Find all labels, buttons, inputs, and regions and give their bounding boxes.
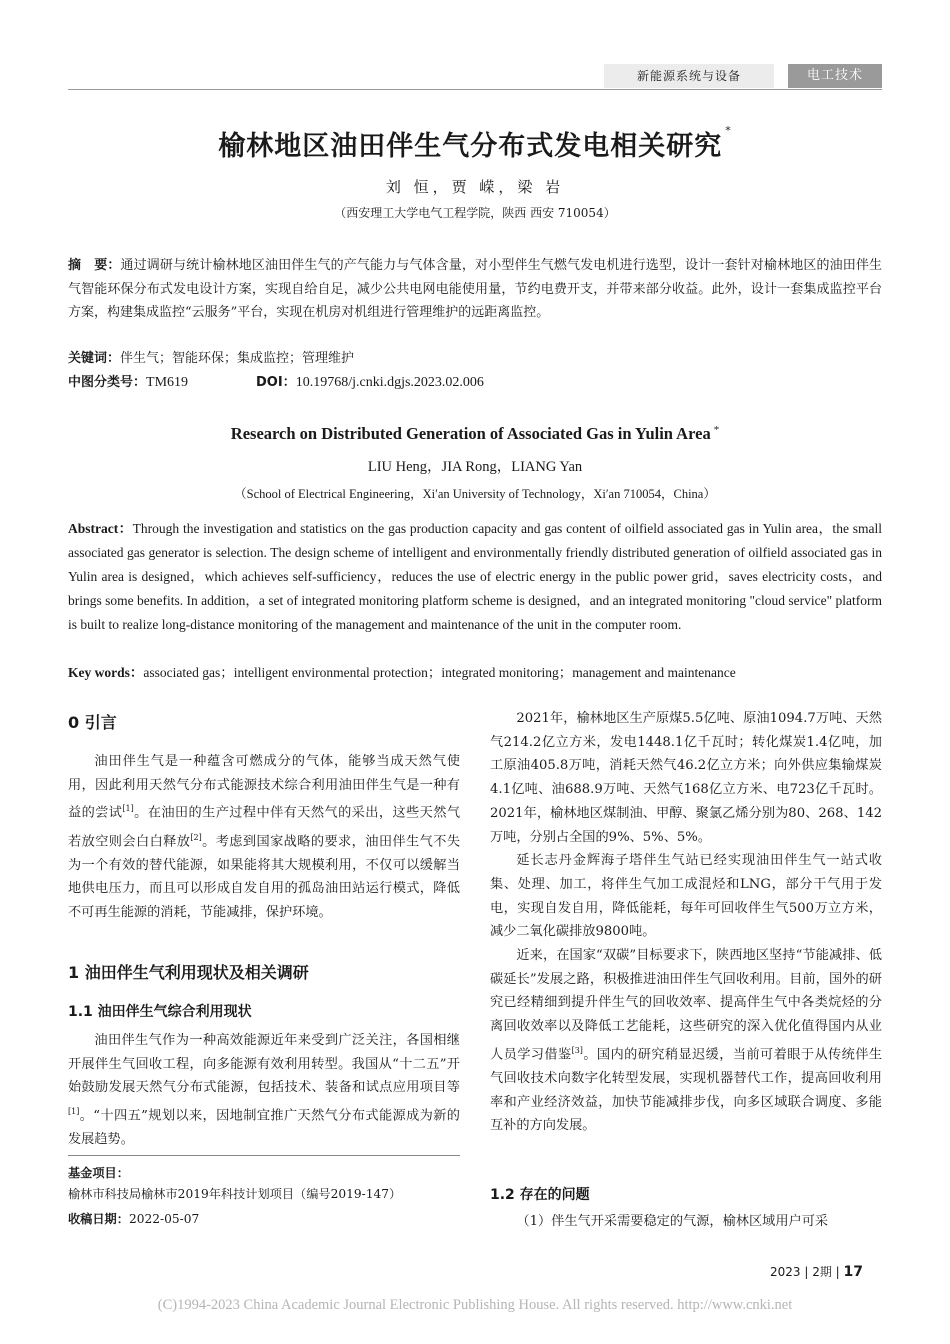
abstract-en-label: Abstract： — [68, 521, 133, 536]
keywords-cn-text: 伴生气；智能环保；集成监控；管理维护 — [120, 351, 355, 366]
english-authors: LIU Heng，JIA Rong，LIANG Yan — [367, 459, 583, 475]
funding-text: 榆林市科技局榆林市2019年科技计划项目（编号2019-147） — [68, 1187, 402, 1201]
funding-label: 基金项目： — [68, 1166, 129, 1180]
abstract-cn-label: 摘 要： — [68, 258, 121, 273]
section-1-1-body — [68, 1029, 460, 1152]
intro-paragraph — [68, 750, 460, 925]
authors: 刘 恒，贾 嵘，梁 岩 — [385, 178, 565, 196]
intro-section — [68, 750, 460, 925]
citation-ref[interactable]: [2] — [190, 832, 202, 842]
page-title — [0, 124, 950, 163]
citation-ref[interactable]: [1] — [122, 804, 134, 814]
journal-badge: 电工技术 — [788, 64, 882, 88]
section-1-1-heading: 1.1 油田伴生气综合利用现状 — [68, 1004, 252, 1020]
classification-label: 中图分类号： — [68, 375, 147, 390]
funding-note — [68, 1163, 460, 1205]
intro-text-a: 油田伴生气是一种蕴含可燃成分的气体，能够当成天然气使用，因此利用天然气分布式能源技术综合利用油田伴生气是一种有益的尝试 — [68, 754, 460, 821]
abstract-cn-text: 通过调研与统计榆林地区油田伴生气的产气能力与气体含量，对小型伴生气燃气发电机进行选型，设计一套针对榆林地区的油田伴生气智能环保分布式发电设计方案，实现自给自足，减少公共电网电能使用量，节约电费开支，并带来部分收益。此外，设计一套集成监控平台方案，构建集成监控“云服务”平台，实现在机房对机组进行管理维护的远距离监控。 — [68, 258, 882, 320]
right-column — [490, 707, 882, 1138]
received-date — [68, 1209, 460, 1230]
section-0-heading: 0 引言 — [68, 713, 117, 732]
received-label: 收稿日期： — [68, 1212, 129, 1226]
english-title-text: Research on Distributed Generation of Associated Gas in Yulin Area — [230, 424, 711, 443]
english-affiliation: （School of Electrical Engineering，Xi′an University of Technology，Xi′an 710054，China） — [234, 487, 716, 501]
recent-text-b: 。国内的研究稍显迟缓，当前可着眼于从传统伴生气回收技术向数字化转型发展，实现机器替代工作，提高回收利用率和产业经济效益，加快节能减排步伐，向多区域联合调度、多能互补的方向发展。 — [490, 1047, 883, 1134]
footnote-divider — [68, 1155, 460, 1156]
keywords-en — [68, 661, 882, 685]
title-text: 榆林地区油田伴生气分布式发电相关研究 — [218, 131, 723, 162]
keywords-cn — [68, 347, 882, 371]
citation-ref[interactable]: [3] — [571, 1045, 583, 1055]
doi-value: 10.19768/j.cnki.dgjs.2023.02.006 — [295, 375, 484, 390]
section-1-heading: 1 油田伴生气利用现状及相关调研 — [68, 963, 309, 982]
paragraph-yanchang: 延长志丹金辉海子塔伴生气站已经实现油田伴生气一站式收集、处理、加工，将伴生气加工成混烃和LNG，部分干气用于发电，实现自发自用，降低能耗，每年可回收伴生气500万立方米，减少二氧化碳排放9800吨。 — [490, 853, 882, 940]
keywords-en-label: Key words： — [68, 665, 144, 680]
section-1-1-text-a: 油田伴生气作为一种高效能源近年来受到广泛关注，各国相继开展伴生气回收工程，向多能源有效利用转型。我国从“十二五”开始鼓励发展天然气分布式能源，包括技术、装备和试点应用项目等 — [68, 1033, 460, 1096]
year-issue: 2023 | 2期 | — [770, 1265, 840, 1279]
intro-text-c: 。考虑到国家战略的要求，油田伴生气不失为一个有效的替代能源，如果能将其大规模利用，不仅可以缓解当地供电压力，而且可以形成自发自用的孤岛油田站运行模式，降低不可再生能源的消耗，节能减排，保护环境。 — [68, 833, 461, 920]
classification-value: TM619 — [146, 375, 189, 390]
page-footer — [770, 1263, 863, 1280]
doi-label: DOI： — [256, 375, 296, 390]
keywords-cn-label: 关键词： — [68, 351, 121, 366]
intro-text-b: 。在油田的生产过程中伴有天然气的采出，这些天然气若放空则会白白释放 — [68, 805, 461, 849]
journal-section-label: 新能源系统与设备 — [604, 64, 774, 88]
section-1-1-paragraph — [68, 1029, 460, 1152]
abstract-cn — [68, 254, 882, 325]
paragraph-yulin-stats: 2021年，榆林地区生产原煤5.5亿吨、原油1094.7万吨、天然气214.2亿立方米，发电1448.1亿千瓦时；转化煤炭1.4亿吨，加工原油405.8万吨，消耗天然气46.2亿立方米；向外供应集输煤炭4.1亿吨、油688.9万吨、天然气168亿立方米、电723亿千瓦时。2021年，榆林地区煤制油、甲醇、聚氯乙烯分别为80、268、142万吨，分别占全国的9%、5%、5%。 — [490, 711, 882, 845]
affiliation: （西安理工大学电气工程学院，陕西 西安 710054） — [334, 206, 616, 220]
paragraph-recent — [490, 944, 882, 1138]
title-footnote-marker: * — [725, 124, 732, 137]
header-divider — [68, 89, 882, 90]
section-1-2-paragraph: （1）伴生气开采需要稳定的气源，榆林区域用户可采 — [516, 1214, 829, 1229]
section-1-2-body — [490, 1210, 882, 1234]
citation-ref[interactable]: [1] — [68, 1107, 80, 1117]
received-text: 2022-05-07 — [128, 1212, 200, 1226]
section-1-2-heading: 1.2 存在的问题 — [490, 1187, 590, 1203]
abstract-en-text: Through the investigation and statistics on the gas production capacity and gas content of oilfield associated gas in Yulin area，the small associated gas generator is selection. The design scheme of intelligent and environmentally friendly distributed generation of oilfield associated gas in Yulin area is designed，which achieves self-sufficiency，reduces the use of electric energy in the public power grid，saves electricity costs，and brings some benefits. In addition，a set of integrated monitoring platform scheme is designed，and an integrated monitoring "cloud service" platform is built to realize long-distance monitoring of the management and maintenance of the unit in the computer room. — [68, 521, 882, 632]
page-number: 17 — [843, 1264, 864, 1280]
copyright-watermark: (C)1994-2023 China Academic Journal Electronic Publishing House. All rights reserved. http://www.cnki.net — [157, 1297, 793, 1313]
english-title — [0, 424, 950, 444]
english-title-marker: * — [713, 424, 720, 436]
keywords-en-text: associated gas；intelligent environmental protection；integrated monitoring；management and maintenance — [143, 665, 736, 680]
abstract-en — [68, 517, 882, 637]
recent-text-a: 近来，在国家“双碳”目标要求下，陕西地区坚持“节能减排、低碳延长”发展之路，积极推进油田伴生气回收利用。目前，国外的研究已经精细到提升伴生气的回收效率、提高伴生气中各类烷烃的分离回收效率以及降低工艺能耗，这些研究的深入优化值得国内从业人员学习借鉴 — [490, 948, 882, 1063]
classification-doi-line — [68, 371, 882, 395]
section-1-1-text-b: 。“十四五”规划以来，因地制宜推广天然气分布式能源成为新的发展趋势。 — [68, 1108, 460, 1148]
